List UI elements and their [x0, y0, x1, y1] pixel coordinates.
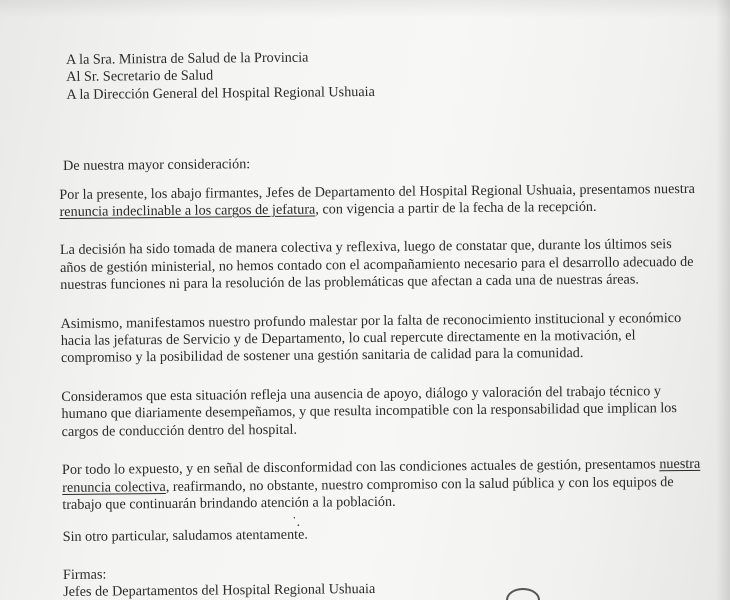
- paragraph-conclusion: [62, 456, 702, 514]
- paragraph-resignation: [59, 180, 699, 221]
- paragraph-situation: Consideramos que esta situación refleja una ausencia de apoyo, diálogo y valoración del trabajo técnico y humano que diariamente desempeñamos, y que resulta incompatible con la responsabilidad que implican los cargos de conducción dentro del hospital.: [61, 383, 677, 440]
- paragraph-text: Por todo lo expuesto, y en señal de disconformidad con las condiciones actuales de gestión, presentamos: [61, 456, 660, 479]
- top-shadow: [0, 0, 730, 18]
- letter-body: [58, 46, 703, 600]
- right-shadow: [716, 0, 730, 600]
- closing-line: Sin otro particular, saludamos atentamente.: [62, 526, 309, 546]
- underlined-phrase: renuncia indeclinable a los cargos de jefatura: [59, 201, 316, 221]
- paragraph-text: , con vigencia a partir de la fecha de la recepción.: [315, 198, 597, 218]
- signature-group: Jefes de Departamentos del Hospital Regional Ushuaia: [63, 581, 376, 600]
- paragraph-text: , reafirmando, no obstante, nuestro compromiso con la salud pública y con los equipos de trabajo que continuarán brindando atención a la población.: [62, 473, 674, 513]
- paragraph-decision: La decisión ha sido tomada de manera colectiva y reflexiva, luego de constatar que, durante los últimos seis años de gestión ministerial, no hemos contado con el acompañamiento necesario para el desarrollo adecuado de nuestras funciones ni para la resolución de las problemáticas que afectan a cada una de nuestras áreas.: [59, 236, 694, 294]
- underlined-phrase: nuestra renuncia colectiva: [62, 455, 701, 496]
- paragraph-discontent: Asimismo, manifestamos nuestro profundo malestar por la falta de reconocimiento institucional y económico hacia las jefaturas de Servicio y de Departamento, lo cual repercute directamente en la motivación, el compromiso y la posibilidad de sostener una gestión sanitaria de calidad para la comunidad.: [60, 309, 682, 367]
- paragraph-text: Por la presente, los abajo firmantes, Jefes de Departamento del Hospital Regional Ushuaia, presentamos nuestra: [59, 180, 695, 203]
- addressee-line: A la Dirección General del Hospital Regional Ushuaia: [66, 83, 375, 103]
- addressee-block: [66, 46, 698, 104]
- greeting: De nuestra mayor consideración:: [63, 156, 251, 175]
- addressee-line: A la Sra. Ministra de Salud de la Provincia: [65, 49, 309, 68]
- signature-label: Firmas:: [62, 566, 107, 583]
- addressee-line: Al Sr. Secretario de Salud: [66, 67, 214, 86]
- ink-mark: ˙.: [292, 515, 301, 530]
